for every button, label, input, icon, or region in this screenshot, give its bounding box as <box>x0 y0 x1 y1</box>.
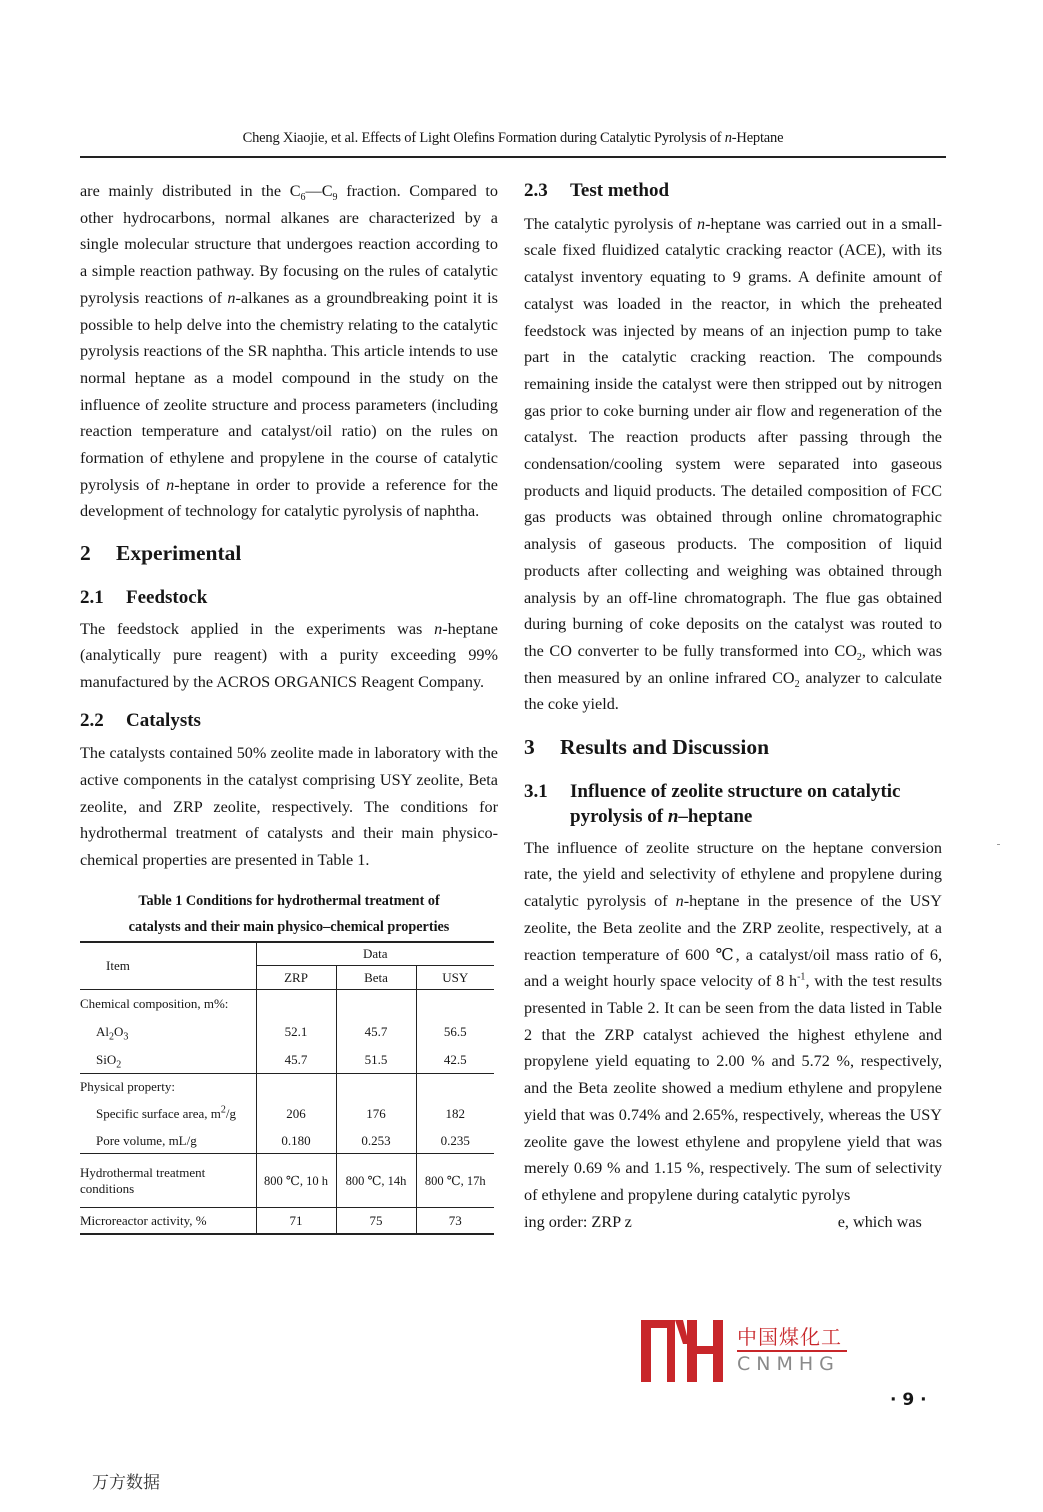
footer-source: 万方数据 <box>92 1473 160 1493</box>
table-row: SiO$_2$ 45.7 51.5 42.5 <box>80 1046 494 1074</box>
section-2-heading: 2 Experimental <box>80 541 242 566</box>
table-row: Hydrothermal treatment conditions 800 ℃, 10 h 800 ℃, 14h 800 ℃, 17h <box>80 1154 494 1208</box>
running-head-text: Cheng Xiaojie, et al. Effects of Light Olefins Formation during Catalytic Pyrolysis of <box>242 130 725 146</box>
header-rule <box>80 156 946 158</box>
watermark-rule <box>737 1350 847 1352</box>
table-row: Pore volume, mL/g 0.180 0.253 0.235 <box>80 1128 494 1154</box>
intro-paragraph: are mainly distributed in the $C_6—C_9$ fraction. Compared to other hydrocarbons, normal alkanes are characterized by a single molecular structure that undergoes reaction according to a simple reaction pathway. By focusing on the rules of catalytic pyrolysis reactions of n-alkanes as a groundbreaking point it is possible to help delve into the chemistry relating to the catalytic pyrolysis reactions of the SR naphtha. This article intends to use normal heptane as a model compound in the study on the influence of zeolite structure and process parameters (including reaction temperature and catalyst/oil ratio) on the rules on formation of ethylene and propylene in the course of catalytic pyrolysis of n-heptane in order to provide a reference for the development of technology for catalytic pyrolysis of naphtha. <box>80 182 498 521</box>
section-2-1-heading: 2.1 Feedstock <box>80 586 208 608</box>
section-3-heading: 3 Results and Discussion <box>524 735 770 760</box>
section-2-3-heading: 2.3 Test method <box>524 180 670 201</box>
catalysts-paragraph: The catalysts contained 50% zeolite made in laboratory with the active components in the catalyst comprising USY zeolite, Beta zeolite, and ZRP zeolite, respectively. The conditions for hydrothermal treatment of catalysts and their main physico-chemical properties are presented in Table 1. <box>80 744 498 870</box>
table-row: Microreactor activity, % 71 75 73 <box>80 1208 494 1234</box>
running-head <box>80 130 946 147</box>
section-2-2-heading: 2.2 Catalysts <box>80 709 201 731</box>
page-number: · 9 · <box>890 1390 927 1410</box>
header-data: Data <box>256 942 494 966</box>
running-head-italic: n <box>724 130 732 146</box>
margin-mark <box>997 844 1000 845</box>
running-head-suffix: -Heptane <box>731 130 784 146</box>
header-beta: Beta <box>336 966 416 990</box>
table-caption: Table 1 Conditions for hydrothermal treatment of <box>138 892 440 909</box>
table-row: Chemical composition, m%: <box>80 990 494 1018</box>
table-caption-line2: catalysts and their main physico–chemical properties <box>128 918 450 935</box>
header-zrp: ZRP <box>256 966 336 990</box>
watermark-english: CNMHG <box>737 1353 840 1375</box>
watermark <box>641 1320 851 1382</box>
section-3-1-heading: 3.1 Influence of zeolite structure on catalytic pyrolysis of n–heptane <box>524 780 901 827</box>
watermark-chinese: 中国煤化工 <box>737 1325 842 1349</box>
feedstock-paragraph: The feedstock applied in the experiments was n-heptane (analytically pure reagent) with a purity exceeding 99% manufactured by the ACROS ORGANICS Reagent Company. <box>80 619 498 691</box>
table-row: Specific surface area, $m^2/g$ 206 176 182 <box>80 1100 494 1128</box>
header-item: Item <box>80 942 256 990</box>
table-1 <box>80 888 498 1235</box>
table-row: $Al_2O_3$ 52.1 45.7 56.5 <box>80 1018 494 1046</box>
header-usy: USY <box>416 966 494 990</box>
results-paragraph-obscured: ing order: ZRP z e, which was <box>524 1212 922 1231</box>
results-paragraph: The influence of zeolite structure on the heptane conversion rate, the yield and selectivity of ethylene and propylene during catalytic pyrolysis of n-heptane in the presence of the USY zeolite, the Beta zeolite and the ZRP zeolite, respectively, at a reaction temperature of 600 ℃, a catalyst/oil mass ratio of 6, and a weight hourly space velocity of 8 $h^{-1}$, with the test results presented in Table 2. It can be seen from the data listed in Table 2 that the ZRP catalyst achieved the highest ethylene and propylene yield equating to 2.00 % and 5.72 %, respectively, and the Beta zeolite showed a medium ethylene and propylene yield that was 0.74% and 2.65%, respectively, whereas the USY zeolite gave the lowest ethylene and propylene yield that was merely 0.69 % and 1.15 %, respectively. The sum of selectivity of ethylene and propylene during catalytic pyrolys <box>524 838 943 1204</box>
table-row: Physical property: <box>80 1074 494 1100</box>
test-method-paragraph: The catalytic pyrolysis of n-heptane was carried out in a small-scale fixed fluidized catalytic cracking reactor (ACE), with its catalyst inventory equating to 9 grams. A definite amount of catalyst was loaded in the reactor, in which the preheated feedstock was injected by means of an injection pump to take part in the catalytic cracking reaction. The compounds remaining inside the catalyst were then stripped out by nitrogen gas prior to coke burning under air flow and regeneration of the catalyst. The reaction products after passing through the condensation/cooling system were separated into gaseous products and liquid products. The detailed composition of FCC gas products was obtained through online chromatographic analysis of gaseous products. The composition of liquid products after collecting and weighing was obtained through analysis by an off-line chromatograph. The flue gas obtained during burning of coke deposits on the catalyst was routed to the CO converter to be fully transformed into $CO_2$, which was then measured by an online infrared $CO_2$ analyzer to calculate the coke yield. <box>524 214 943 714</box>
properties-table <box>80 941 494 1235</box>
cnmhg-logo-icon <box>641 1320 723 1382</box>
left-column <box>80 178 498 1235</box>
right-column <box>524 178 942 1235</box>
